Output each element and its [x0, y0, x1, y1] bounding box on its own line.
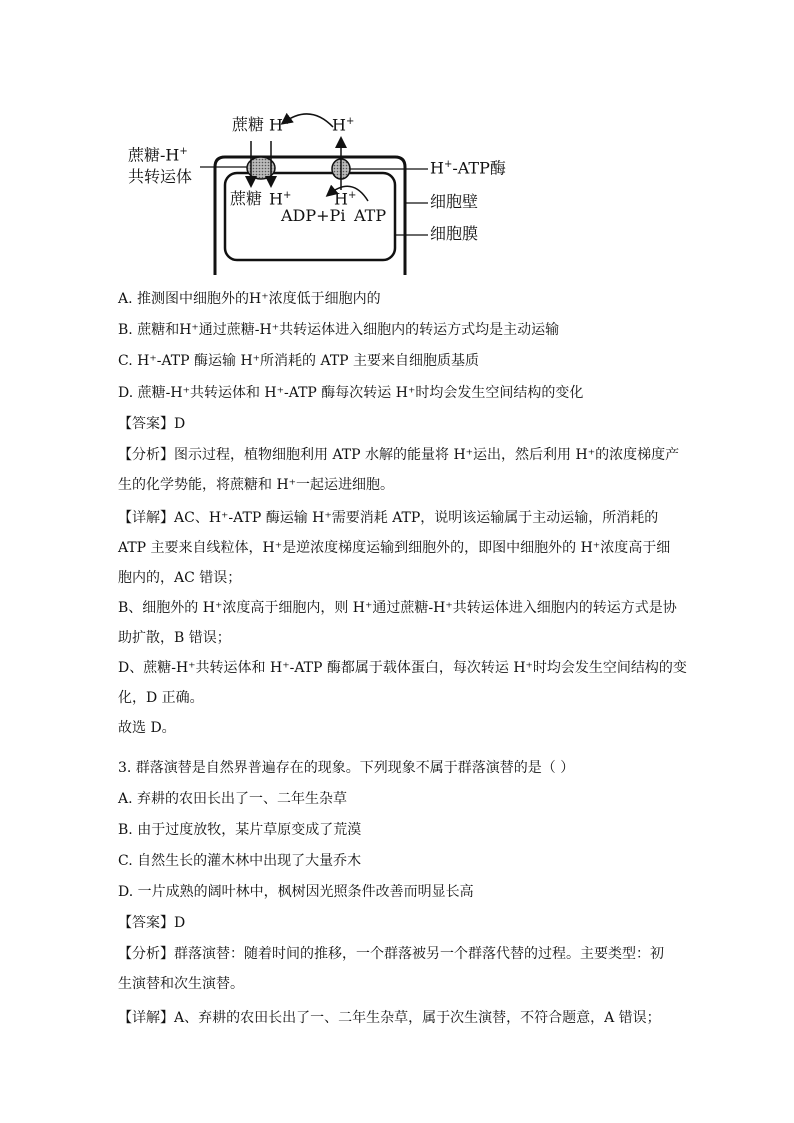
q2-option-a: A. 推测图中细胞外的H⁺浓度低于细胞内的: [118, 291, 381, 307]
adp-pi-label: ADP+Pi: [281, 206, 346, 225]
sucrose-outside-label: 蔗糖: [232, 115, 265, 134]
q2-detail: [118, 503, 687, 743]
q3-option-b: B. 由于过度放牧，某片草原变成了荒漠: [118, 822, 362, 838]
q2-option-c: C. H⁺-ATP 酶运输 H⁺所消耗的 ATP 主要来自细胞质基质: [118, 353, 480, 369]
q2-detail-line: 胞内的，AC 错误；: [118, 570, 242, 586]
cotransporter-label-line1: 蔗糖-H+: [128, 145, 188, 165]
cell-wall-label: 细胞壁: [430, 192, 479, 211]
h-outside-label: H+: [269, 115, 292, 135]
h-cytoplasm-label: H+: [334, 189, 357, 209]
q2-analysis: [118, 440, 678, 500]
q3-detail: [118, 1003, 678, 1033]
q2-detail-line: 【详解】AC、H⁺-ATP 酶运输 H⁺需要消耗 ATP，说明该运输属于主动运输，所消耗的: [118, 510, 659, 526]
q2-option-b: B. 蔗糖和H⁺通过蔗糖-H⁺共转运体进入细胞内的转运方式均是主动运输: [118, 322, 560, 338]
q3-detail-line: 【详解】A、弃耕的农田长出了一、二年生杂草，属于次生演替，不符合题意，A 错误；: [118, 1010, 661, 1026]
q3-answer: 【答案】D: [118, 915, 186, 931]
q3-analysis: [118, 939, 678, 999]
q2-detail-line: D、蔗糖-H⁺共转运体和 H⁺-ATP 酶都属于载体蛋白，每次转运 H⁺时均会发生空间结构的变: [118, 660, 687, 676]
cell-diagram-svg: [120, 95, 540, 285]
q3-option-d: D. 一片成熟的阔叶林中，枫树因光照条件改善而明显长高: [118, 884, 474, 900]
atp-label: ATP: [354, 206, 387, 225]
q2-detail-line: 助扩散，B 错误；: [118, 630, 231, 646]
q3-stem: 3. 群落演替是自然界普遍存在的现象。下列现象不属于群落演替的是（ ）: [118, 760, 575, 776]
q2-analysis-line: 【分析】图示过程，植物细胞利用 ATP 水解的能量将 H⁺运出，然后利用 H⁺的浓度梯度产: [118, 447, 680, 463]
sucrose-inside-label: 蔗糖: [230, 189, 263, 208]
q2-option-d: D. 蔗糖-H⁺共转运体和 H⁺-ATP 酶每次转运 H⁺时均会发生空间结构的变化: [118, 385, 584, 401]
q2-detail-line: B、细胞外的 H⁺浓度高于细胞内，则 H⁺通过蔗糖-H⁺共转运体进入细胞内的转运方式是协: [118, 600, 677, 616]
cell-transport-diagram: [120, 95, 540, 285]
q2-analysis-line: 生的化学势能，将蔗糖和 H⁺一起运进细胞。: [118, 477, 395, 493]
q3-analysis-line: 【分析】群落演替：随着时间的推移，一个群落被另一个群落代替的过程。主要类型：初: [118, 946, 664, 962]
q2-answer: 【答案】D: [118, 416, 186, 432]
q3-option-c: C. 自然生长的灌木林中出现了大量乔木: [118, 853, 362, 869]
q2-detail-line: 化，D 正确。: [118, 690, 204, 706]
cotransporter-label-line2: 共转运体: [128, 167, 193, 186]
cell-membrane-label: 细胞膜: [430, 224, 479, 243]
q3-option-a: A. 弃耕的农田长出了一、二年生杂草: [118, 791, 348, 807]
q2-detail-line: ATP 主要来自线粒体，H⁺是逆浓度梯度运输到细胞外的，即图中细胞外的 H⁺浓度高于细: [118, 540, 671, 556]
atpase-label: H+-ATP酶: [430, 158, 506, 178]
q3-analysis-line: 生演替和次生演替。: [118, 976, 244, 992]
q2-detail-line: 故选 D。: [118, 720, 176, 736]
h-pumped-label: H+: [332, 115, 355, 135]
h-inside-label: H+: [269, 189, 292, 209]
